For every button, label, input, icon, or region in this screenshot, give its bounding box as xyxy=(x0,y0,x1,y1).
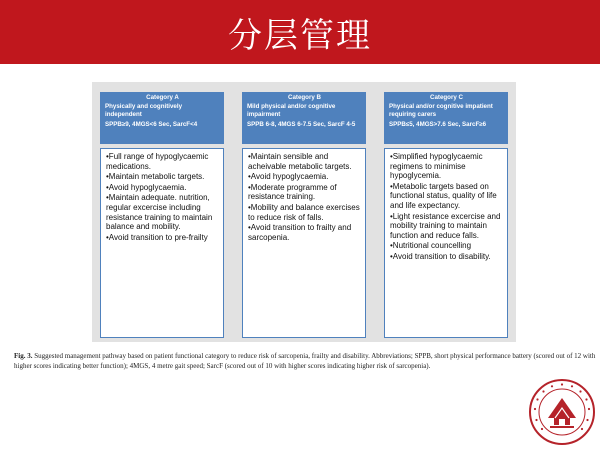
category-c-card xyxy=(384,92,508,338)
caption-label: Fig. 3. xyxy=(14,352,33,360)
list-item: •Full range of hypoglycaemic medications. xyxy=(106,152,209,171)
category-b-card xyxy=(242,92,366,338)
category-a-card xyxy=(100,92,224,338)
slide-title: 分层管理 xyxy=(228,15,372,56)
list-item: •Mobility and balance exercises to reduce risk of falls. xyxy=(248,202,360,222)
category-a-description: Physically and cognitively independent xyxy=(105,103,183,118)
list-item: •Avoid transition to pre-frailty xyxy=(106,232,208,242)
category-c-body xyxy=(384,148,508,338)
list-item: •Avoid transition to disability. xyxy=(390,251,491,261)
list-item: •Maintain metabolic targets. xyxy=(106,172,205,182)
category-b-header xyxy=(242,92,366,144)
title-bar xyxy=(0,0,600,64)
caption-text: Suggested management pathway based on patient functional category to reduce risk of sarcopenia, frailty and disability. Abbreviations; SPPB, short physical performance battery (scored out of 12 with higher scores indicating better function); 4MGS, 4 metre gait speed; SarcF (scored out of 10 with higher scores indicating higher risk of sarcopenia). xyxy=(14,352,596,370)
category-a-title: Category A xyxy=(146,94,179,101)
category-c-criteria: SPPB≤5, 4MGS>7.6 Sec, SarcF≥6 xyxy=(389,121,487,129)
list-item: •Maintain adequate. nutrition, regular excercise including resistance training to maintain balance and mobility. xyxy=(106,193,213,232)
category-a-criteria: SPPB≥9, 4MGS<6 Sec, SarcF<4 xyxy=(105,121,198,129)
list-item: •Moderate programme of resistance training. xyxy=(248,182,337,202)
list-item: •Metabolic targets based on functional status, quality of life and life expectancy. xyxy=(390,181,497,210)
category-b-title: Category B xyxy=(287,94,321,101)
category-b-body xyxy=(242,148,366,338)
category-c-list xyxy=(390,152,503,262)
category-c-description: Physical and/or cognitive impatient requiring carers xyxy=(389,103,493,118)
management-pathway-figure xyxy=(92,82,516,342)
category-c-title: Category C xyxy=(429,94,463,101)
category-b-description: Mild physical and/or cognitive impairment xyxy=(247,103,336,118)
list-item: •Maintain sensible and acheivable metabolic targets. xyxy=(248,152,352,171)
category-c-header xyxy=(384,92,508,144)
university-seal-icon xyxy=(528,378,596,446)
category-b-list xyxy=(248,152,361,242)
list-item: •Light resistance excercise and mobility training to maintain function and reduce falls. xyxy=(390,211,501,240)
list-item: •Avoid hypoglycaemia. xyxy=(106,182,187,192)
category-a-body xyxy=(100,148,224,338)
figure-caption xyxy=(14,352,599,371)
list-item: •Avoid hypoglycaemia. xyxy=(248,172,329,182)
category-b-criteria: SPPB 6-8, 4MGS 6-7.5 Sec, SarcF 4-5 xyxy=(247,121,356,129)
list-item: •Nutritional councelling xyxy=(390,241,472,251)
list-item: •Avoid transition to frailty and sarcopenia. xyxy=(248,223,352,242)
category-a-list xyxy=(106,152,219,242)
category-a-header xyxy=(100,92,224,144)
list-item: •Simplified hypoglycaemic regimens to minimise hypoglycemia. xyxy=(390,152,483,181)
